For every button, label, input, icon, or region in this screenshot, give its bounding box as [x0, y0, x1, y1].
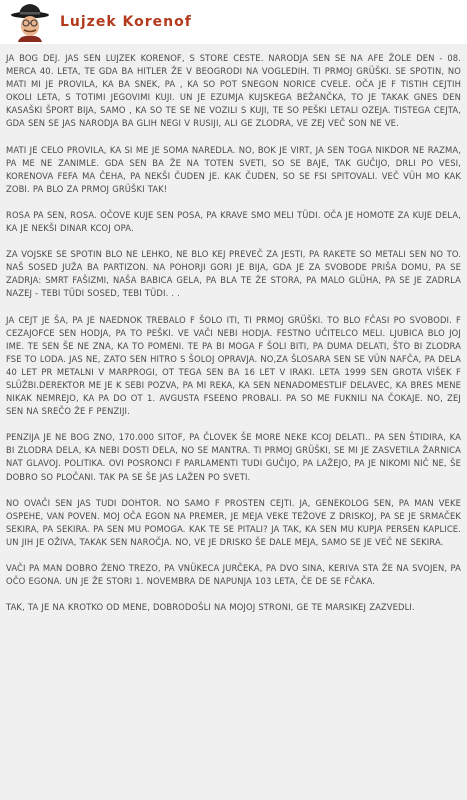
paragraph-growing-up: ROSA PA SEN, ROSA. OČOVE KUJE SEN POSA, PA KRAVE SMO MELI TÜDI. OČA JE HOMOTE ZA KUJE DELA, KA JE NEKŠI DINAR KCOJ OPA.	[6, 209, 461, 234]
biography-content	[0, 44, 467, 800]
page-header	[0, 0, 467, 44]
paragraph-school-work: JA CEJT JE ŠA, PA JE NAEDNOK TREBALO F ŠOLO ITI, TI PRMOJ GRÜŠKI. TO BLO FČASI PO SVOBODI. F CEZAJOFCE SEN HODJA, PA TO PEŠKI. VE VAČI NEBI HODJA. FESTNO UČITELCO MELI. LJUBICA BLO JOJ IME. TE SEN ŠE NE ZNA, KA TO POMENI. TE PA BI MOGA F ŠOLI BITI, PA DUMA DELATI, ŠTO BI ZLODRA FSE TO LODA. JAS NE, ZATO SEN HITRO S ŠOLOJ OPRAVJA. NO,ZA ŠLOSARA SEN SE VÜN NAFČA, PA DELA 40 LET PR METALNI V MARPROGI, OT TEGA SEN BA 16 LET V IRAKI. LETA 1999 SEN GROTA VIŠEK F SLÜŽBI.DEREKTOR ME JE K SEBI POZVA, PA MI REKA, KA SEN NENADOMESTLIF DELAVEC, KA BRES MENE NIKAK NEMREJO, KA PA DO OT 1. AVGUSTA FSEENO PROBALI. PA SO ME FUKNILI NA ČOKAJE. NO, ZEJ SEN NA SREČO ŽE F PENZIJI.	[6, 314, 461, 417]
paragraph-welcome: TAK, TA JE NA KROTKO OD MENE, DOBRODOŠLI NA MOJOJ STRONI, GE TE MARSIKEJ ZAZVEDLI.	[6, 602, 415, 613]
paragraph-pension: PENZIJA JE NE BOG ZNO, 170.000 SITOF, PA ČLOVEK ŠE MORE NEKE KCOJ DELATI.. PA SEN ŠTIDIRA, KA BI ZLODRA DELA, KA NEBI DOSTI DELA, NO SE MANTRA. TI PRMOJ GRÜŠKI, SE MI JE ZASVETILA ŽARNICA NAT GLAVOJ. POLITIKA. OVI POSRONCI F PARLAMENTI TUDI GUČIJO, PA LAŽEJO, PA JE NIKOMI NIČ NE, ŠE DOBRO SO PLOČANI. TAK PA SE ŠE JAS LAŽEN PO SVETI.	[6, 432, 461, 482]
paragraph-family: VAČI PA MAN DOBRO ŽENO TREZO, PA VNÜKECA JURČEKA, PA DVO SINA, KERIVA STA ŽE NA SVOJEN, PA OČO EGONA. UN JE ŽE STORI 1. NOVEMBRA DE NAPUNJA 103 LETA, ČE DE SE FČAKA.	[6, 563, 461, 587]
paragraph-war: ZA VOJSKE SE SPOTIN BLO NE LEHKO, NE BLO KEJ PREVEČ ZA JESTI, PA RAKETE SO METALI SEN NO TO. NAŠ SOSED JUŽA BA PARTIZON. NA POHORJI GORI JE BIJA, GDA JE ZA SVOBODE PRIŠA DOMU, PA SE ZADRJA: SMRT FAŠIZMI, NAŠA BABICA GELA, PA BLA TE ŽE STORA, PA MALO GLÜHA, PA SE JE ZADRLA NAZEJ - TEBI TÜDI SOSED, TEBI TÜDI. . .	[6, 249, 461, 299]
page-title: Lujzek Korenof	[60, 14, 192, 30]
man-with-hat-avatar	[10, 2, 54, 42]
paragraph-mother: MATI JE CELO PROVILA, KA SI ME JE SOMA NAREDLA. NO, BOK JE VIRT, JA SEN TOGA NIKDOR NE RAZMA, PA ME NE ZANIMLE. GDA SEN BA ŽE NA TOTEN SVETI, SO SE BAJE, TAK GUČIJO, DRLI PO VESI, KORENOVA FEFA MA ČEHA, PA NEKŠI ČUDEN JE. KAK ČUDEN, SO SE FSI SPITOVALI. VEČ VÜH MO KAK ZOBI. PA BLO ZA PRMOJ GRÜŠKI TAK!	[6, 144, 461, 194]
paragraph-doctor: NO OVAČI SEN JAS TUDI DOHTOR. NO SAMO F PROSTEN CEJTI. JA, GENEKOLOG SEN, PA MAN VEKE OSPEHE, VAN POVEN. MOJ OČA EGON NA PREMER, JE MEJA VEKE TEŽOVE Z DRISKOJ, PA SE JE SRMAČEK SEKIRA, PA SEKIRA. PA SEN MU POMOGA. KAK TE SE PITALI? JA TAK, KA SEN MU KUPJA PERSEN KAPLICE. UN JIH JE OŽIVA, TAKAK SEN NAROČJA. NO, VE JE DRISKO ŠE DALE MEJA, SAMO SE JE VEČ NE SEKIRA.	[6, 497, 461, 547]
paragraph-intro: JA BOG DEJ. JAS SEN LUJZEK KORENOF, S STORE CESTE. NARODJA SEN SE NA AFE ŽOLE DEN - 08. MERCA 40. LETA, TE GDA BA HITLER ŽE V BEOGRODI NA VOGLEDIH. TI PRMOJ GRÜŠKI. SE SPOTIN, NO MATI MI JE PROVILA, KA BA SNEK, PA , KA SO POT SNEGON NORICE CVELE. OČA JE F TISTIH CEJTIH OKOLI LETA, S TOTIMI JEGOVIMI KUJI. UN JE EZUMJA KUJSKEGA BEŽANČKA, TO JE TAKAK GNES DEN KASAŠKI ŠPORT BIJA, SAMO , KA SO TE SE NE VOZILI S KUJI, TE SO PEŠKI LETALI OZEJA. TISTEGA CEJTA, GDA SEN SE JAS NARODJA BA GLIH NEGI V RUSIJI, ALI GE ZLODRA, VE ZEJ VEČ SON NE VE.	[6, 53, 461, 129]
